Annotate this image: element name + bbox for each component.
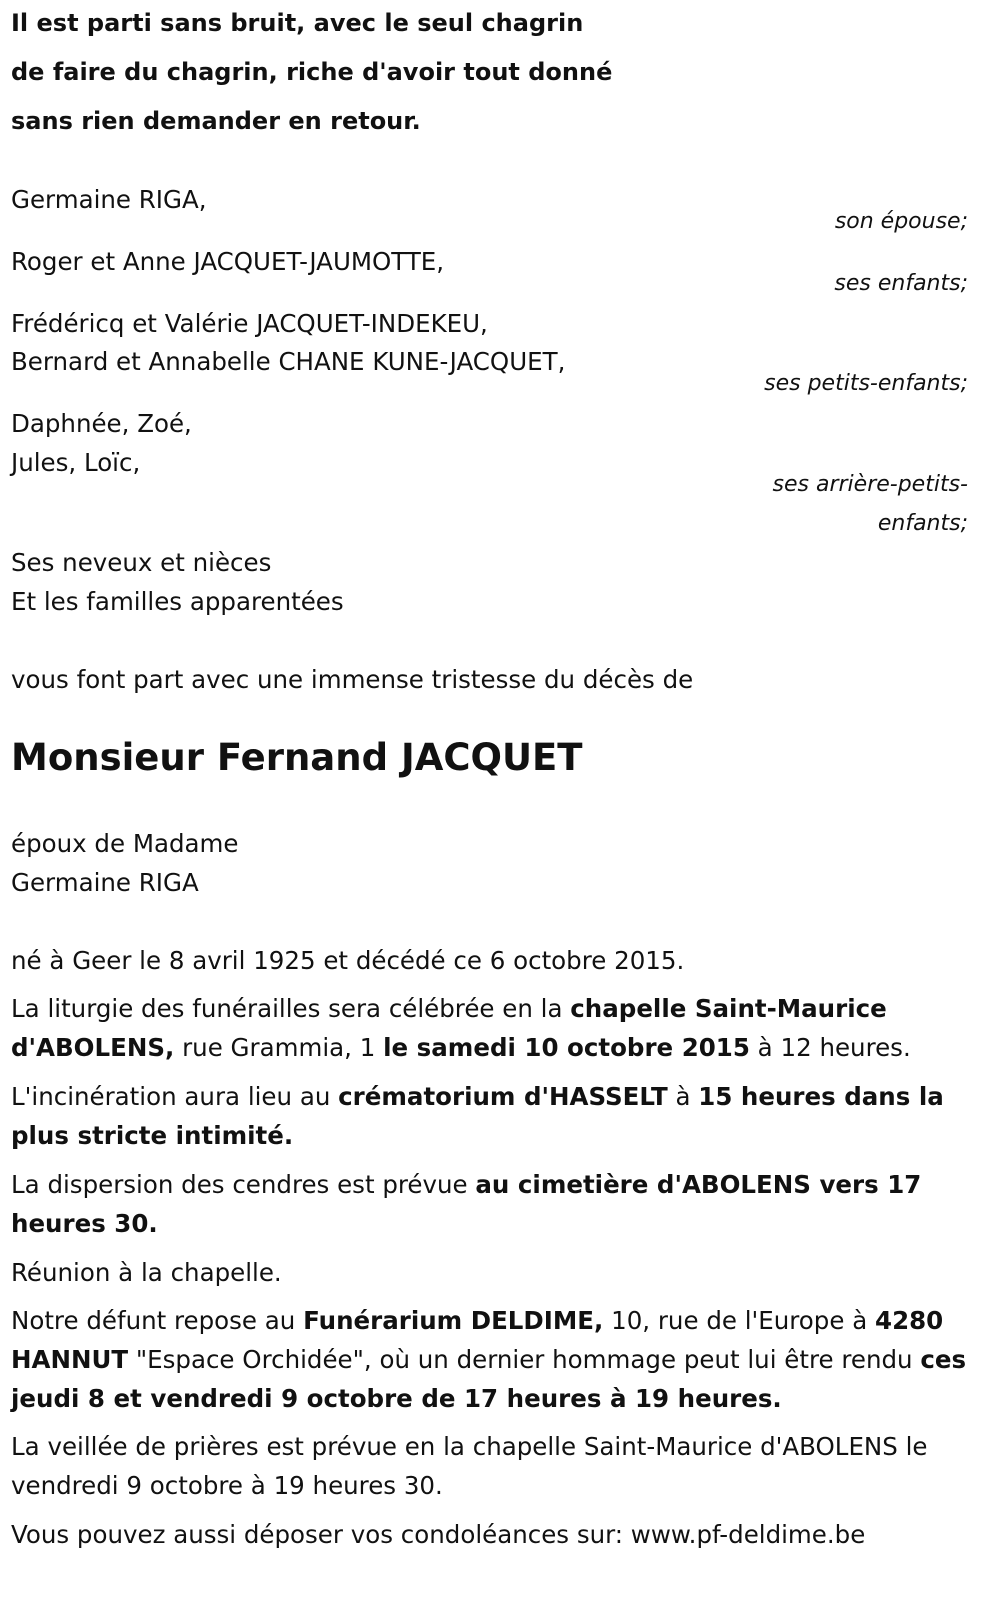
repose-text-1: Notre défunt repose au [11, 1306, 304, 1335]
repose-funerarium: Funérarium DELDIME, [303, 1306, 604, 1335]
dispersion-paragraph [11, 1165, 971, 1243]
intro-line-3: sans rien demander en retour. [11, 107, 421, 135]
incineration-place: crématorium d'HASSELT [338, 1082, 668, 1111]
incineration-time: 15 heures dans la plus stricte intimité. [11, 1082, 944, 1150]
children-name: Roger et Anne JACQUET-JAUMOTTE, [11, 247, 445, 276]
liturgy-paragraph [11, 989, 971, 1067]
grandchildren-name-2: Bernard et Annabelle CHANE KUNE-JACQUET, [11, 347, 566, 376]
grandchildren-name-1: Frédéricq et Valérie JACQUET-INDEKEU, [11, 309, 488, 338]
nephews-line: Ses neveux et nièces [11, 548, 272, 577]
intro-line-2: de faire du chagrin, riche d'avoir tout donné [11, 58, 613, 86]
great-grandchildren-name-2: Jules, Loïc, [11, 448, 141, 477]
incineration-paragraph [11, 1077, 971, 1155]
great-grandchildren-relation-1: ses arrière-petits- [772, 472, 968, 497]
condolences-line: Vous pouvez aussi déposer vos condoléances sur: www.pf-deldime.be [11, 1520, 866, 1549]
spouse-relation: son épouse; [834, 209, 968, 234]
repose-text-3: "Espace Orchidée", où un dernier hommage peut lui être rendu [128, 1345, 921, 1374]
intro-line-1: Il est parti sans bruit, avec le seul chagrin [11, 9, 584, 37]
liturgy-chapel: chapelle Saint-Maurice d'ABOLENS, [11, 994, 887, 1062]
dispersion-text-1: La dispersion des cendres est prévue [11, 1170, 476, 1199]
birth-death-line: né à Geer le 8 avril 1925 et décédé ce 6 octobre 2015. [11, 946, 685, 975]
deceased-name: Monsieur Fernand JACQUET [11, 736, 583, 779]
repose-visiting-hours: ces jeudi 8 et vendredi 9 octobre de 17 heures à 19 heures. [11, 1345, 967, 1413]
veillee-paragraph: La veillée de prières est prévue en la chapelle Saint-Maurice d'ABOLENS le vendredi 9 octobre à 19 heures 30. [11, 1432, 928, 1500]
grandchildren-relation: ses petits-enfants; [764, 371, 968, 396]
children-relation: ses enfants; [834, 271, 968, 296]
liturgy-text-3: à 12 heures. [749, 1033, 911, 1062]
dispersion-place: au cimetière d'ABOLENS vers 17 heures 30. [11, 1170, 922, 1238]
spouse-name: Germaine RIGA, [11, 185, 207, 214]
great-grandchildren-relation-2: enfants; [877, 511, 968, 536]
repose-paragraph [11, 1301, 971, 1418]
reunion-line: Réunion à la chapelle. [11, 1258, 282, 1287]
families-line: Et les familles apparentées [11, 587, 344, 616]
liturgy-date: le samedi 10 octobre 2015 [383, 1033, 750, 1062]
liturgy-text-2: rue Grammia, 1 [174, 1033, 384, 1062]
spouse-of-line-2: Germaine RIGA [11, 868, 199, 897]
repose-city: 4280 HANNUT [11, 1306, 944, 1374]
incineration-text-2: à [667, 1082, 699, 1111]
liturgy-text-1: La liturgie des funérailles sera célébrée en la [11, 994, 571, 1023]
incineration-text-1: L'incinération aura lieu au [11, 1082, 339, 1111]
great-grandchildren-name-1: Daphnée, Zoé, [11, 409, 192, 438]
spouse-of-line-1: époux de Madame [11, 829, 239, 858]
announcement: vous font part avec une immense tristesse du décès de [11, 665, 694, 694]
repose-text-2: 10, rue de l'Europe à [603, 1306, 876, 1335]
